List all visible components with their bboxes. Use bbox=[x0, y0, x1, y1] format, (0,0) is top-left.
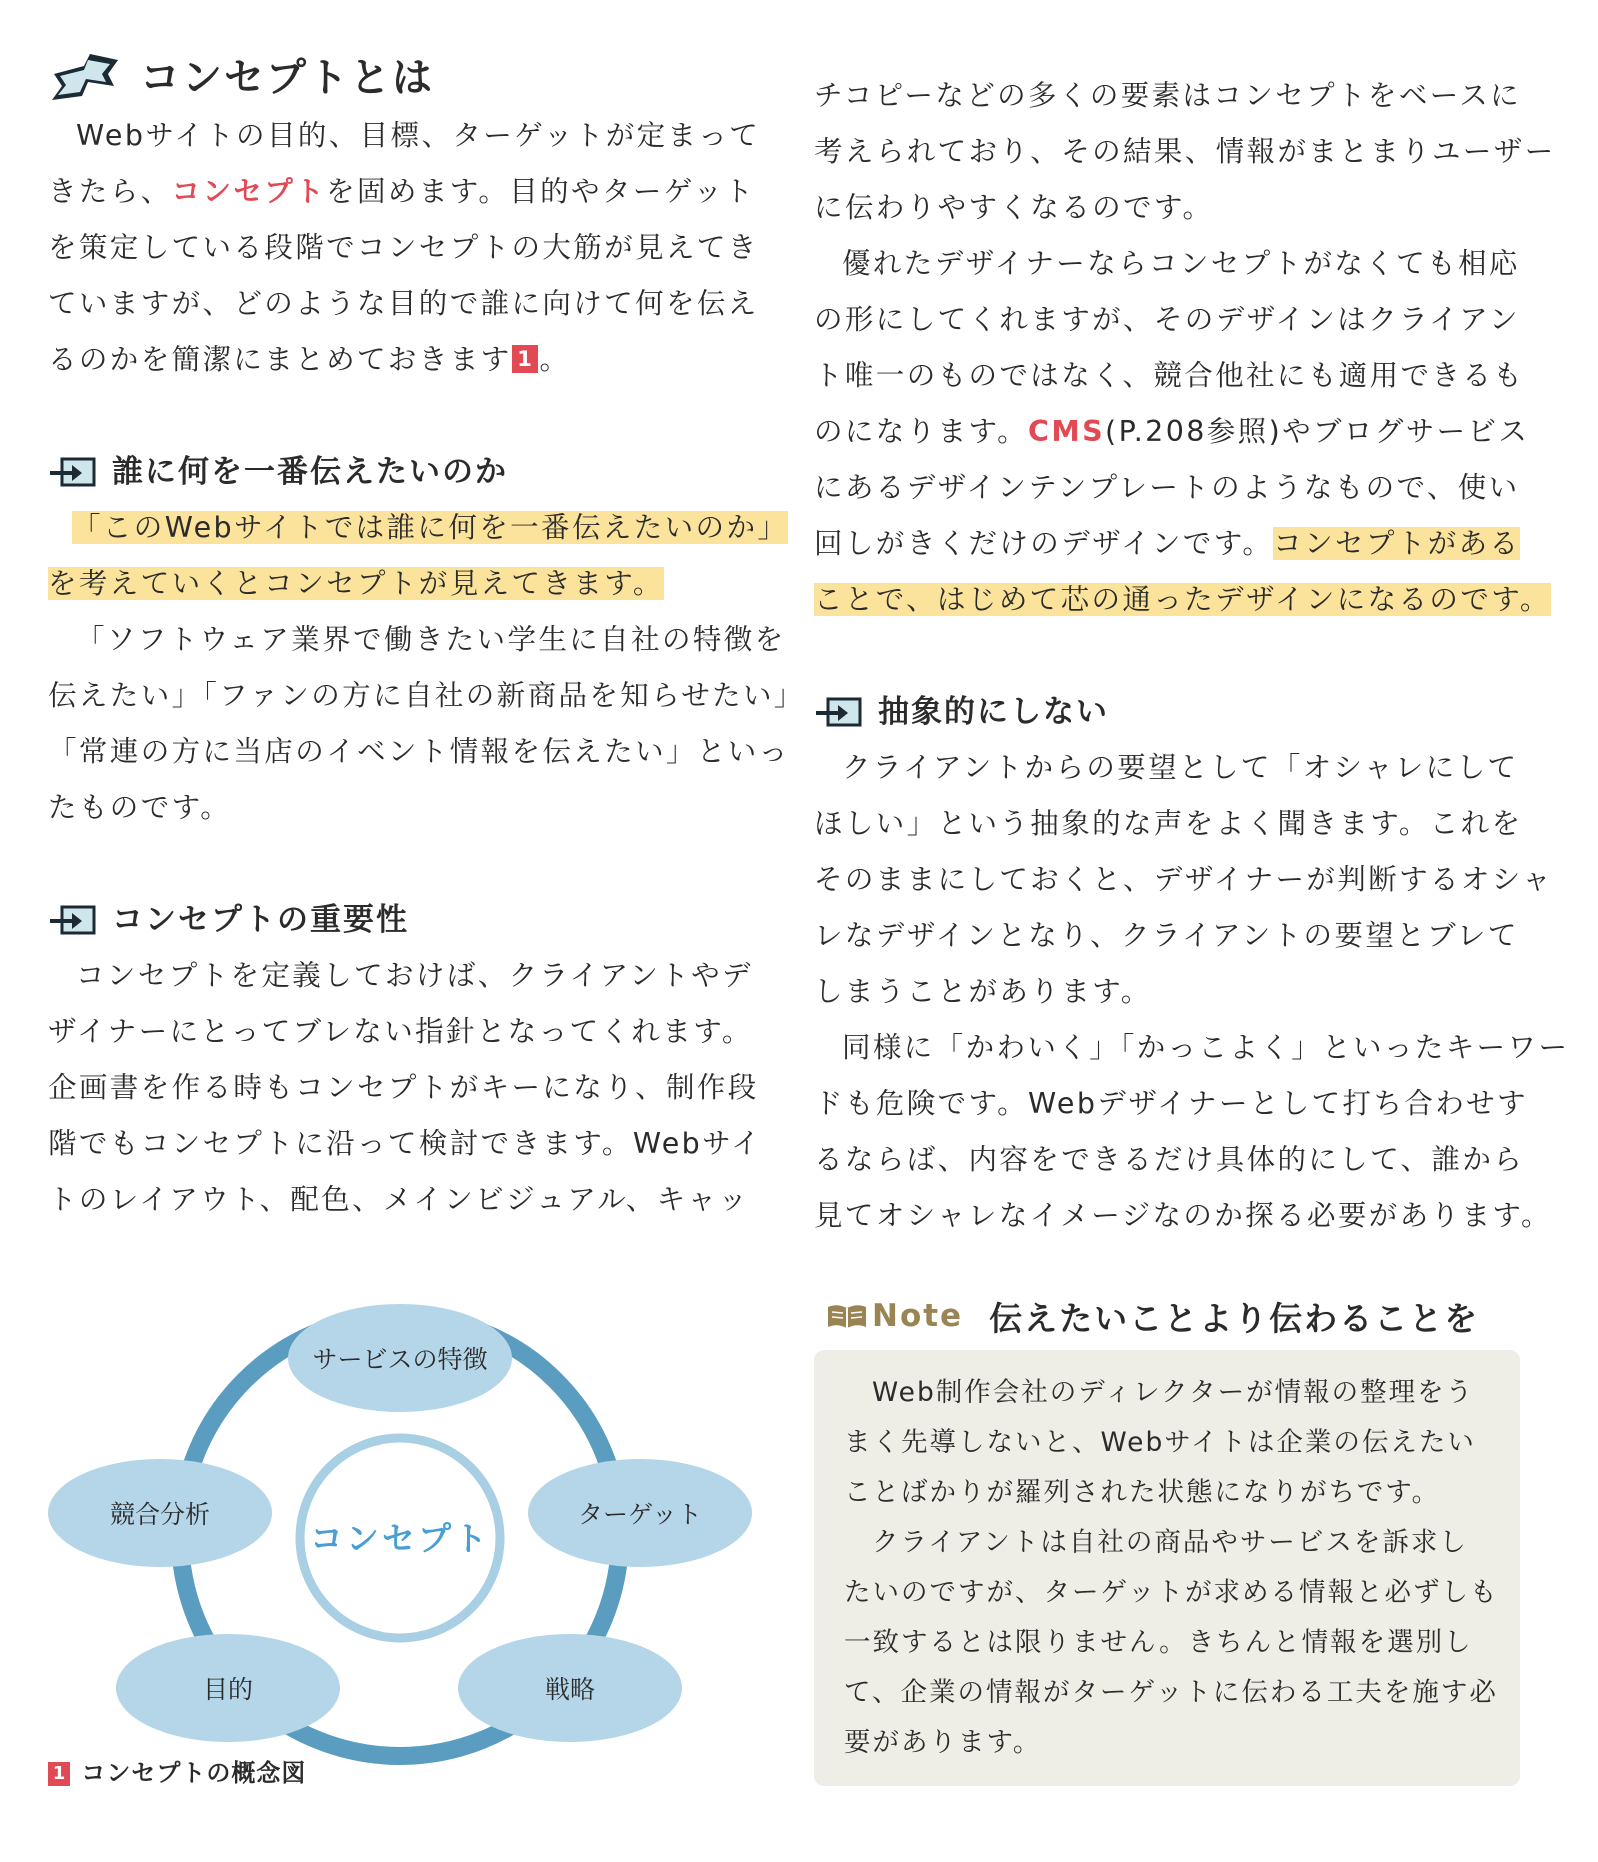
note-header bbox=[826, 1286, 1479, 1346]
text-line: 同様に「かわいく」「かっこよく」といったキーワー bbox=[842, 1031, 1570, 1064]
pointer-flag-icon bbox=[48, 455, 98, 489]
note-line: て、企業の情報がターゲットに伝わる工夫を施す必 bbox=[844, 1677, 1498, 1708]
note-line: たいのですが、ターゲットが求める情報と必ずしも bbox=[844, 1577, 1499, 1608]
text-line bbox=[48, 500, 789, 556]
note-line: 要があります。 bbox=[844, 1727, 1042, 1758]
text-line bbox=[814, 572, 1551, 628]
text-line: るのかを簡潔にまとめておきます 1 。 bbox=[48, 343, 571, 376]
subheading-text: 誰に何を一番伝えたいのか bbox=[112, 454, 508, 490]
term-cms: CMS bbox=[1028, 415, 1106, 448]
section-heading-text: コンセプトとは bbox=[140, 55, 434, 101]
text-line: 階でもコンセプトに沿って検討できます。Webサイ bbox=[48, 1127, 762, 1160]
text-line: ドも危険です。Webデザイナーとして打ち合わせす bbox=[814, 1087, 1528, 1120]
figure-number-badge: 1 bbox=[48, 1762, 70, 1786]
subheading-text: コンセプトの重要性 bbox=[112, 902, 409, 938]
text-line: 回しがきくだけのデザインです。コンセプトがある bbox=[814, 527, 1521, 560]
pointer-flag-icon bbox=[48, 903, 98, 937]
node-label: 戦略 bbox=[544, 1675, 596, 1704]
figure-ref-badge: 1 bbox=[512, 345, 538, 373]
text-line: を策定している段階でコンセプトの大筋が見えてき bbox=[48, 231, 759, 264]
note-line: クライアントは自社の商品やサービスを訴求し bbox=[872, 1527, 1468, 1558]
text-line: の形にしてくれますが、そのデザインはクライアン bbox=[814, 303, 1520, 336]
text-line: ト唯一のものではなく、競合他社にも適用できるも bbox=[814, 359, 1525, 392]
section-heading-concept bbox=[48, 48, 753, 108]
subheading-importance bbox=[48, 892, 753, 948]
text-line: そのままにしておくと、デザイナーが判断するオシャ bbox=[814, 863, 1554, 896]
node-label: サービスの特徴 bbox=[312, 1345, 488, 1374]
note-line: ことばかりが羅列された状態になりがちです。 bbox=[844, 1477, 1441, 1508]
text-line bbox=[48, 556, 753, 612]
term-concept: コンセプト bbox=[171, 175, 327, 208]
left-column bbox=[48, 48, 805, 1228]
center-label: コンセプト bbox=[310, 1519, 490, 1558]
note-label: Note bbox=[872, 1298, 964, 1334]
text-line: トのレイアウト、配色、メインビジュアル、キャッ bbox=[48, 1183, 750, 1216]
concept-diagram bbox=[48, 1298, 753, 1768]
subheading-who-what bbox=[48, 444, 753, 500]
text-line: ザイナーにとってブレない指針となってくれます。 bbox=[48, 1015, 753, 1048]
text-line: しまうことがあります。 bbox=[814, 975, 1152, 1008]
text-line: 企画書を作る時もコンセプトがキーになり、制作段 bbox=[48, 1071, 759, 1104]
node-label: 競合分析 bbox=[109, 1500, 211, 1529]
text-line: 考えられており、その結果、情報がまとまりユーザー bbox=[814, 135, 1556, 168]
pointer-flag-icon bbox=[814, 695, 864, 729]
text-line: るならば、内容をできるだけ具体的にして、誰から bbox=[814, 1143, 1525, 1176]
caption-text: コンセプトの概念図 bbox=[81, 1759, 307, 1787]
note-box bbox=[814, 1350, 1520, 1786]
text-line: 「ソフトウェア業界で働きたい学生に自社の特徴を bbox=[76, 623, 786, 656]
text-line: 「常連の方に当店のイベント情報を伝えたい」といっ bbox=[48, 735, 790, 768]
text-line: 優れたデザイナーならコンセプトがなくても相応 bbox=[842, 247, 1520, 280]
subheading-text: 抽象的にしない bbox=[878, 694, 1109, 730]
text-line: ていますが、どのような目的で誰に向けて何を伝え bbox=[48, 287, 759, 320]
text-line: コンセプトを定義しておけば、クライアントやデ bbox=[76, 959, 753, 992]
note-title: 伝えたいことより伝わることを bbox=[989, 1298, 1480, 1338]
text-line: Webサイトの目的、目標、ターゲットが定まって bbox=[76, 119, 761, 152]
note-line: 一致するとは限りません。きちんと情報を選別し bbox=[844, 1627, 1473, 1658]
highlight-text: 「このWebサイトでは誰に何を一番伝えたいのか」 bbox=[72, 511, 789, 544]
text-line: に伝わりやすくなるのです。 bbox=[814, 191, 1214, 224]
highlight-text: を考えていくとコンセプトが見えてきます。 bbox=[48, 567, 664, 600]
text-line: きたら、コンセプトを固めます。目的やターゲット bbox=[48, 175, 756, 208]
text-line: 見てオシャレなイメージなのか探る必要があります。 bbox=[814, 1199, 1552, 1232]
text-line: クライアントからの要望として「オシャレにして bbox=[842, 751, 1519, 784]
right-column bbox=[814, 68, 1570, 1244]
highlight-text: コンセプトがある bbox=[1273, 527, 1521, 560]
note-line: まく先導しないと、Webサイトは企業の伝えたい bbox=[844, 1427, 1476, 1458]
text-line: レなデザインとなり、クライアントの要望とブレて bbox=[814, 919, 1519, 952]
subheading-not-abstract bbox=[814, 684, 1519, 740]
book-icon bbox=[826, 1301, 868, 1331]
figure-caption bbox=[48, 1756, 306, 1790]
note-line: Web制作会社のディレクターが情報の整理をう bbox=[872, 1377, 1475, 1408]
text-line: 伝えたい」「ファンの方に自社の新商品を知らせたい」 bbox=[48, 679, 805, 712]
text-line: ほしい」という抽象的な声をよく聞きます。これを bbox=[814, 807, 1523, 840]
node-label: 目的 bbox=[202, 1675, 254, 1704]
text-line: チコピーなどの多くの要素はコンセプトをベースに bbox=[814, 79, 1521, 112]
text-line: にあるデザインテンプレートのようなもので、使い bbox=[814, 471, 1520, 504]
text-line: たものです。 bbox=[48, 791, 232, 824]
node-label: ターゲット bbox=[577, 1500, 703, 1529]
flag-icon bbox=[48, 52, 120, 104]
text-line: のになります。CMS(P.208参照)やブログサービス bbox=[814, 415, 1530, 448]
highlight-text: ことで、はじめて芯の通ったデザインになるのです。 bbox=[814, 583, 1551, 616]
